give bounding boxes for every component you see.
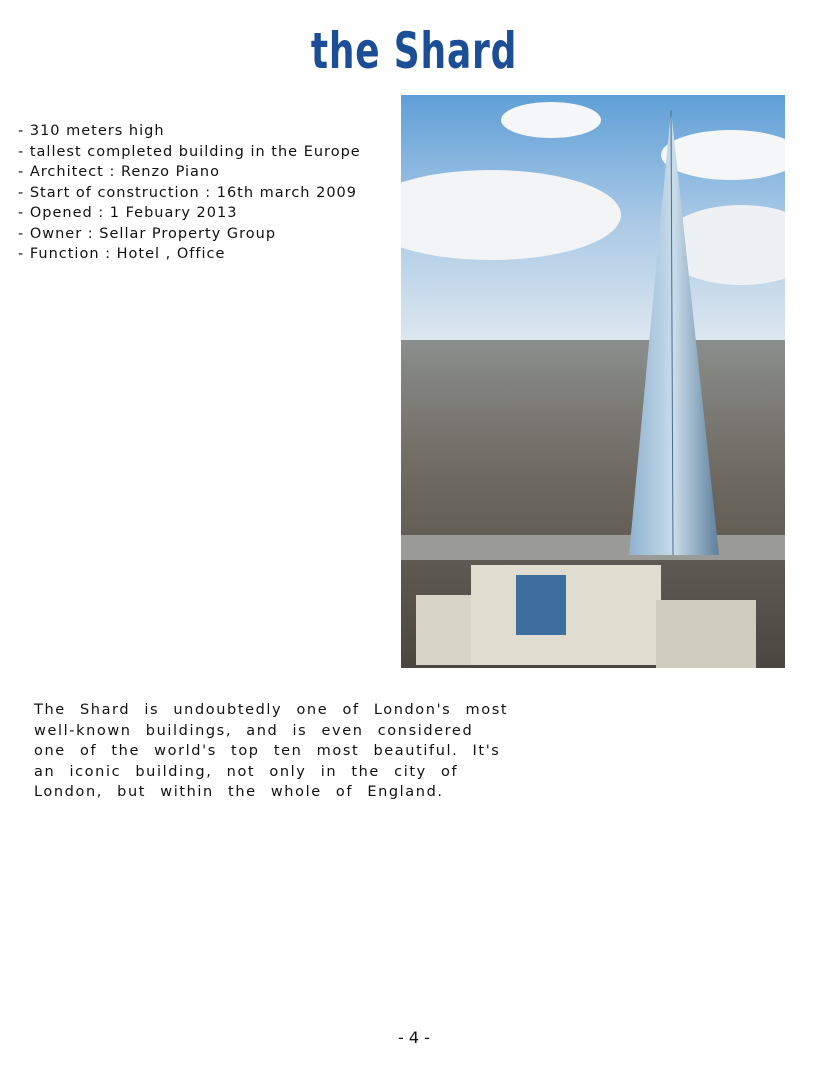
description-paragraph: The Shard is undoubtedly one of London's most well-known buildings, and is even considered one of the world's top ten most beautiful. It's an iconic building, not only in the city of London, but within the whole of England. — [34, 702, 509, 800]
fact-item: - Opened : 1 Febuary 2013 — [18, 205, 238, 221]
fact-item: - Function : Hotel , Office — [18, 246, 226, 262]
fact-item: - tallest completed building in the Europe — [18, 143, 361, 160]
facts-list — [18, 121, 388, 265]
fact-item: - Architect : Renzo Piano — [18, 164, 220, 180]
page-number: - 4 - — [398, 1028, 430, 1047]
shard-photo — [401, 95, 785, 668]
fact-item: - Owner : Sellar Property Group — [18, 225, 277, 242]
fact-item: - 310 meters high — [18, 123, 165, 139]
page-title: the Shard — [310, 22, 518, 80]
fact-item: - Start of construction : 16th march 2009 — [18, 184, 357, 201]
